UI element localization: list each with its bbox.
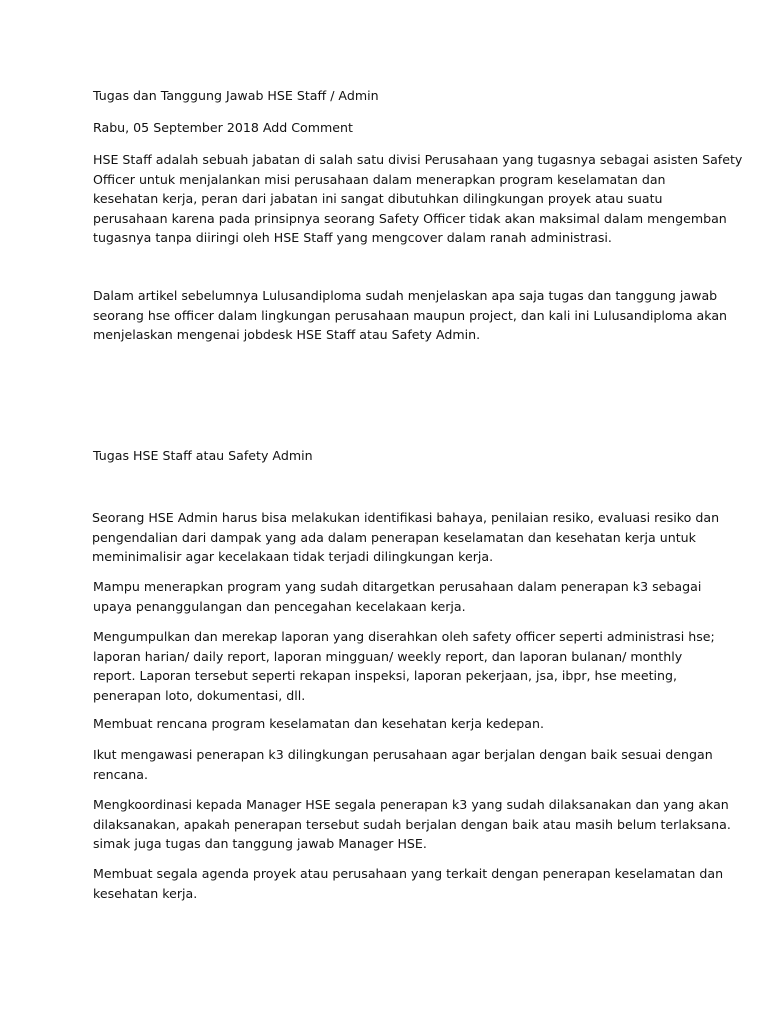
duty-line: Mengkoordinasi kepada Manager HSE segala penerapan k3 yang sudah dilaksanakan dan yang akan (93, 797, 729, 812)
paragraph-line: Officer untuk menjalankan misi perusahaan dalam menerapkan program keselamatan dan (93, 171, 666, 187)
paragraph-line: kesehatan kerja, peran dari jabatan ini sangat dibutuhkan dilingkungan proyek atau suatu (93, 191, 663, 206)
duty-item (93, 864, 724, 903)
paragraph-line: HSE Staff adalah sebuah jabatan di salah satu divisi Perusahaan yang tugasnya sebagai asisten Safety (93, 152, 743, 167)
duty-item (92, 508, 720, 567)
duty-line: Seorang HSE Admin harus bisa melakukan identifikasi bahaya, penilaian resiko, evaluasi resiko dan (92, 510, 720, 525)
duty-line: simak juga tugas dan tanggung jawab Manager HSE. (93, 836, 427, 851)
duty-line: report. Laporan tersebut seperti rekapan inspeksi, laporan pekerjaan, jsa, ibpr, hse meeting, (93, 668, 677, 683)
paragraph-line: Dalam artikel sebelumnya Lulusandiploma sudah menjelaskan apa saja tugas dan tanggung jawab (93, 288, 718, 303)
duty-line: pengendalian dari dampak yang ada dalam penerapan keselamatan dan kesehatan kerja untuk (92, 529, 696, 545)
duty-line: meminimalisir agar kecelakaan tidak terjadi dilingkungan kerja. (92, 549, 494, 564)
duty-line: Mampu menerapkan program yang sudah ditargetkan perusahaan dalam penerapan k3 sebagai (93, 579, 702, 594)
date-text: Rabu, 05 September 2018 Add Comment (93, 120, 353, 135)
section-heading (93, 446, 683, 466)
duty-line: laporan harian/ daily report, laporan mingguan/ weekly report, dan laporan bulanan/ monthly (93, 648, 683, 664)
duty-line: Mengumpulkan dan merekap laporan yang diserahkan oleh safety officer seperti administrasi hse; (93, 629, 715, 644)
duty-item (93, 714, 683, 734)
duty-line: Ikut mengawasi penerapan k3 dilingkungan perusahaan agar berjalan dengan baik sesuai dengan (93, 747, 713, 762)
duty-line: dilaksanakan, apakah penerapan tersebut sudah berjalan dengan baik atau masih belum terlaksana. (93, 816, 731, 832)
paragraph-line: menjelaskan mengenai jobdesk HSE Staff atau Safety Admin. (93, 327, 481, 342)
context-paragraph (93, 286, 728, 345)
duty-item (93, 577, 702, 616)
section-heading-text: Tugas HSE Staff atau Safety Admin (93, 448, 313, 463)
document-title (93, 86, 683, 106)
duty-line: kesehatan kerja. (93, 885, 198, 901)
paragraph-line: seorang hse officer dalam lingkungan perusahaan maupun project, dan kali ini Lulusandiploma akan (93, 307, 728, 323)
title-text: Tugas dan Tanggung Jawab HSE Staff / Admin (93, 88, 379, 103)
paragraph-line: perusahaan karena pada prinsipnya seorang Safety Officer tidak akan maksimal dalam mengemban (93, 210, 727, 226)
duty-item (93, 627, 715, 705)
duty-line: Membuat rencana program keselamatan dan kesehatan kerja kedepan. (93, 716, 544, 731)
duty-item (93, 795, 731, 854)
duty-item (93, 745, 713, 784)
duty-line: penerapan loto, dokumentasi, dll. (93, 687, 306, 703)
duty-line: Membuat segala agenda proyek atau perusahaan yang terkait dengan penerapan keselamatan dan (93, 866, 724, 881)
date-line (93, 118, 683, 138)
duty-line: upaya penanggulangan dan pencegahan kecelakaan kerja. (93, 598, 466, 614)
duty-line: rencana. (93, 766, 148, 782)
paragraph-line: tugasnya tanpa diiringi oleh HSE Staff yang mengcover dalam ranah administrasi. (93, 230, 612, 245)
intro-paragraph (93, 150, 743, 248)
